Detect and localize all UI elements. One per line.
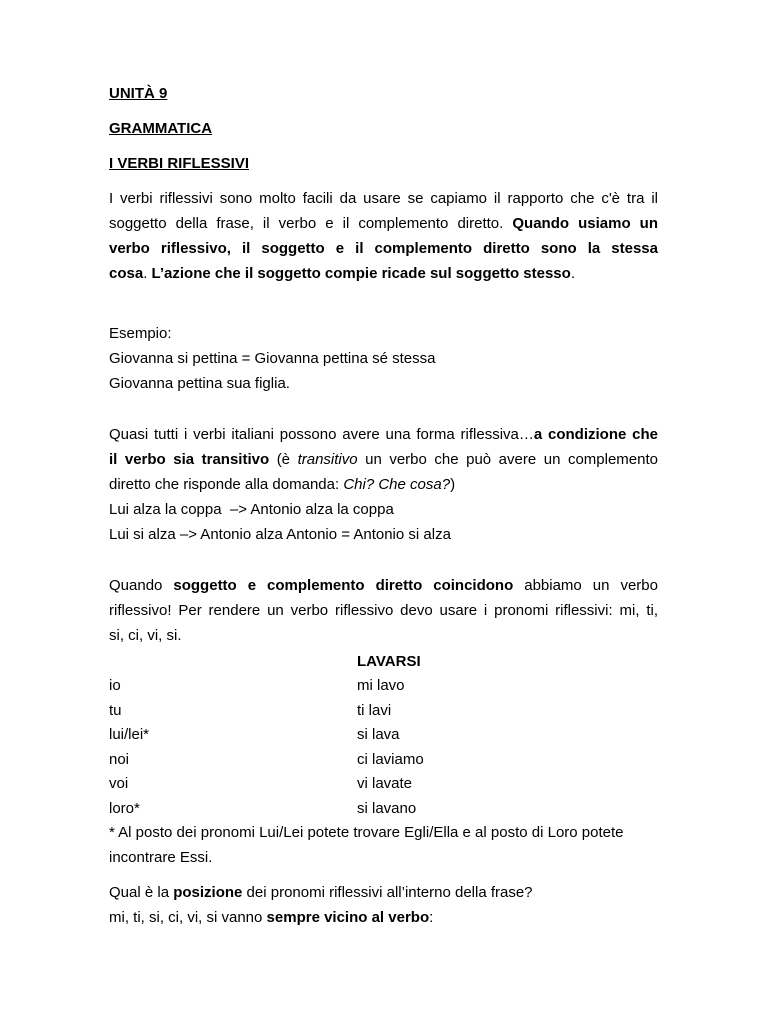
position-a-bold: sempre vicino al verbo: [266, 909, 430, 926]
footnote-line-1: * Al posto dei pronomi Lui/Lei potete trovare Egli/Ella e al posto di Loro potete: [109, 824, 624, 841]
form-cell: vi lavate: [357, 775, 413, 792]
form-cell: mi lavo: [357, 677, 405, 694]
position-answer: [109, 908, 433, 928]
transitive-example-1: Lui alza la coppa –> Antonio alza la coppa: [109, 501, 394, 518]
intro-line-2: [109, 214, 658, 234]
transitive-close-paren: ): [450, 476, 456, 493]
intro-bold-cosa: cosa: [109, 265, 144, 282]
pronoun-cell: noi: [109, 751, 130, 768]
position-a-lead: mi, ti, si, ci, vi, si vanno: [109, 909, 267, 926]
pronoun-cell: tu: [109, 702, 122, 719]
pronoun-cell: voi: [109, 775, 129, 792]
conjugation-title: LAVARSI: [357, 653, 421, 670]
transitive-line-3: [109, 475, 455, 495]
coincide-line-1: [109, 576, 658, 596]
transitive-question-lead: diretto che risponde alla domanda:: [109, 476, 344, 493]
position-question: [109, 883, 533, 903]
unit-heading: UNITÀ 9: [109, 85, 168, 102]
position-q-bold: posizione: [173, 884, 243, 901]
intro-text: soggetto della frase, il verbo e il complemento diretto.: [109, 215, 504, 232]
intro-line-1: I verbi riflessivi sono molto facili da usare se capiamo il rapporto che c'è tra il: [109, 190, 658, 207]
transitive-paren: (è: [269, 451, 298, 468]
transitive-italic: transitivo: [297, 451, 358, 468]
position-q-rest: dei pronomi riflessivi all’interno della frase?: [242, 884, 533, 901]
intro-period-end: .: [570, 265, 575, 282]
coincide-bold: soggetto e complemento diretto coincidono: [173, 577, 514, 594]
pronoun-cell: io: [109, 677, 121, 694]
transitive-rest: un verbo che può avere un complemento: [357, 451, 658, 468]
intro-bold-azione: L’azione che il soggetto compie ricade sul soggetto stesso: [151, 265, 571, 282]
position-a-rest: :: [429, 909, 434, 926]
coincide-line-3: si, ci, vi, si.: [109, 627, 182, 644]
topic-heading: I VERBI RIFLESSIVI: [109, 155, 250, 172]
transitive-line-2: [109, 450, 658, 470]
intro-period: .: [143, 265, 148, 282]
section-heading: GRAMMATICA: [109, 120, 213, 137]
intro-line-3: verbo riflessivo, il soggetto e il complemento diretto sono la stessa: [109, 240, 658, 257]
transitive-bold: a condizione che: [533, 426, 658, 443]
intro-line-4: [109, 264, 575, 284]
coincide-lead: Quando: [109, 577, 163, 594]
coincide-rest: abbiamo un verbo: [524, 577, 658, 594]
intro-bold: Quando usiamo un: [512, 215, 658, 232]
footnote-line-2: incontrare Essi.: [109, 849, 213, 866]
form-cell: si lavano: [357, 800, 417, 817]
transitive-bold-2: il verbo sia transitivo: [109, 451, 270, 468]
transitive-line-1: [109, 425, 658, 445]
example-label: Esempio:: [109, 325, 172, 342]
transitive-text: Quasi tutti i verbi italiani possono avere una forma riflessiva…: [109, 426, 534, 443]
position-q-lead: Qual è la: [109, 884, 174, 901]
transitive-example-2: Lui si alza –> Antonio alza Antonio = Antonio si alza: [109, 526, 451, 543]
example-line-2: Giovanna pettina sua figlia.: [109, 375, 290, 392]
example-line-1: Giovanna si pettina = Giovanna pettina sé stessa: [109, 350, 436, 367]
transitive-question: Chi? Che cosa?: [343, 476, 451, 493]
pronoun-cell: loro*: [109, 800, 140, 817]
form-cell: ci laviamo: [357, 751, 424, 768]
form-cell: si lava: [357, 726, 400, 743]
form-cell: ti lavi: [357, 702, 392, 719]
pronoun-cell: lui/lei*: [109, 726, 150, 743]
coincide-line-2: riflessivo! Per rendere un verbo riflessivo devo usare i pronomi riflessivi: mi, ti,: [109, 602, 658, 619]
